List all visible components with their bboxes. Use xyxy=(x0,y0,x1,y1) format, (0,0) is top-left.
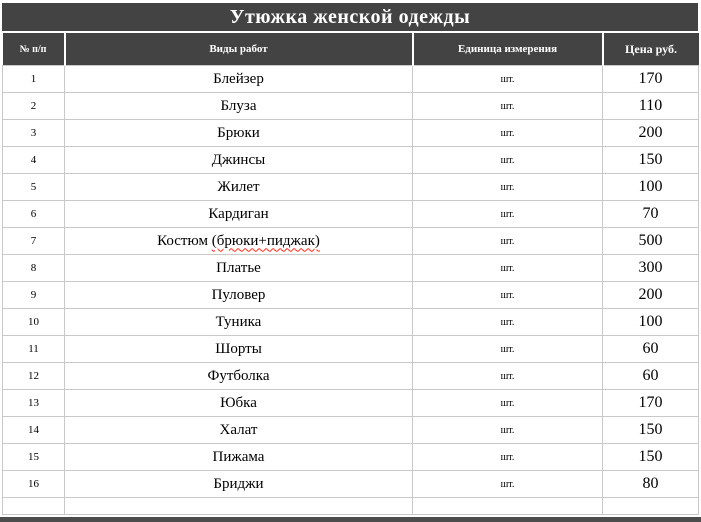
price-value: 100 xyxy=(603,309,699,336)
spellcheck-marked-text: (брюки+пиджак) xyxy=(211,232,320,249)
unit-value: шт. xyxy=(413,147,603,174)
price-value: 500 xyxy=(603,228,699,255)
row-number: 8 xyxy=(3,255,65,282)
price-value: 170 xyxy=(603,66,699,93)
work-type: Блейзер xyxy=(65,66,413,93)
work-type: Халат xyxy=(65,417,413,444)
price-value: 150 xyxy=(603,417,699,444)
table-row xyxy=(3,282,699,309)
price-value: 150 xyxy=(603,444,699,471)
price-value: 110 xyxy=(603,93,699,120)
row-number: 15 xyxy=(3,444,65,471)
unit-value: шт. xyxy=(413,174,603,201)
work-type: Джинсы xyxy=(65,147,413,174)
unit-value: шт. xyxy=(413,363,603,390)
work-type: Юбка xyxy=(65,390,413,417)
table-row xyxy=(3,255,699,282)
table-row xyxy=(3,390,699,417)
row-number: 1 xyxy=(3,66,65,93)
table-row-empty xyxy=(3,498,699,515)
row-number: 16 xyxy=(3,471,65,498)
unit-value: шт. xyxy=(413,390,603,417)
unit-value: шт. xyxy=(413,93,603,120)
row-number: 12 xyxy=(3,363,65,390)
row-number: 11 xyxy=(3,336,65,363)
table-row xyxy=(3,471,699,498)
unit-value xyxy=(413,498,603,515)
row-number: 7 xyxy=(3,228,65,255)
price-value: 70 xyxy=(603,201,699,228)
table-row xyxy=(3,417,699,444)
table-header xyxy=(3,33,699,66)
unit-value: шт. xyxy=(413,255,603,282)
table-row xyxy=(3,147,699,174)
unit-value: шт. xyxy=(413,66,603,93)
price-value: 150 xyxy=(603,147,699,174)
price-value: 100 xyxy=(603,174,699,201)
table-row xyxy=(3,228,699,255)
unit-value: шт. xyxy=(413,201,603,228)
table-row xyxy=(3,201,699,228)
unit-value: шт. xyxy=(413,444,603,471)
unit-value: шт. xyxy=(413,228,603,255)
bottom-bar xyxy=(0,517,701,522)
unit-value: шт. xyxy=(413,417,603,444)
table-row xyxy=(3,174,699,201)
price-value: 300 xyxy=(603,255,699,282)
row-number: 10 xyxy=(3,309,65,336)
row-number: 9 xyxy=(3,282,65,309)
table-row xyxy=(3,444,699,471)
column-header-unit: Единица измерения xyxy=(413,33,603,66)
work-type: Жилет xyxy=(65,174,413,201)
work-type: Брюки xyxy=(65,120,413,147)
unit-value: шт. xyxy=(413,336,603,363)
price-value xyxy=(603,498,699,515)
table-row xyxy=(3,93,699,120)
table-title: Утюжка женской одежды xyxy=(2,3,698,31)
row-number: 4 xyxy=(3,147,65,174)
work-type xyxy=(65,228,413,255)
price-value: 170 xyxy=(603,390,699,417)
work-type: Кардиган xyxy=(65,201,413,228)
work-type: Бриджи xyxy=(65,471,413,498)
work-type: Пижама xyxy=(65,444,413,471)
work-type: Шорты xyxy=(65,336,413,363)
unit-value: шт. xyxy=(413,282,603,309)
price-value: 200 xyxy=(603,282,699,309)
row-number: 6 xyxy=(3,201,65,228)
column-header-price: Цена руб. xyxy=(603,33,699,66)
work-type: Блуза xyxy=(65,93,413,120)
table-row xyxy=(3,336,699,363)
price-table-document xyxy=(2,3,698,515)
unit-value: шт. xyxy=(413,309,603,336)
price-value: 60 xyxy=(603,363,699,390)
table-row xyxy=(3,120,699,147)
row-number xyxy=(3,498,65,515)
work-type: Пуловер xyxy=(65,282,413,309)
unit-value: шт. xyxy=(413,120,603,147)
work-type xyxy=(65,498,413,515)
price-value: 60 xyxy=(603,336,699,363)
row-number: 2 xyxy=(3,93,65,120)
table-row xyxy=(3,309,699,336)
work-type: Футболка xyxy=(65,363,413,390)
work-type: Туника xyxy=(65,309,413,336)
table-row xyxy=(3,66,699,93)
row-number: 3 xyxy=(3,120,65,147)
table-row xyxy=(3,363,699,390)
work-type-text: Костюм xyxy=(157,232,212,249)
price-table xyxy=(2,33,699,515)
price-value: 80 xyxy=(603,471,699,498)
row-number: 13 xyxy=(3,390,65,417)
unit-value: шт. xyxy=(413,471,603,498)
column-header-work: Виды работ xyxy=(65,33,413,66)
row-number: 14 xyxy=(3,417,65,444)
column-header-num: № п/п xyxy=(3,33,65,66)
work-type: Платье xyxy=(65,255,413,282)
price-value: 200 xyxy=(603,120,699,147)
row-number: 5 xyxy=(3,174,65,201)
